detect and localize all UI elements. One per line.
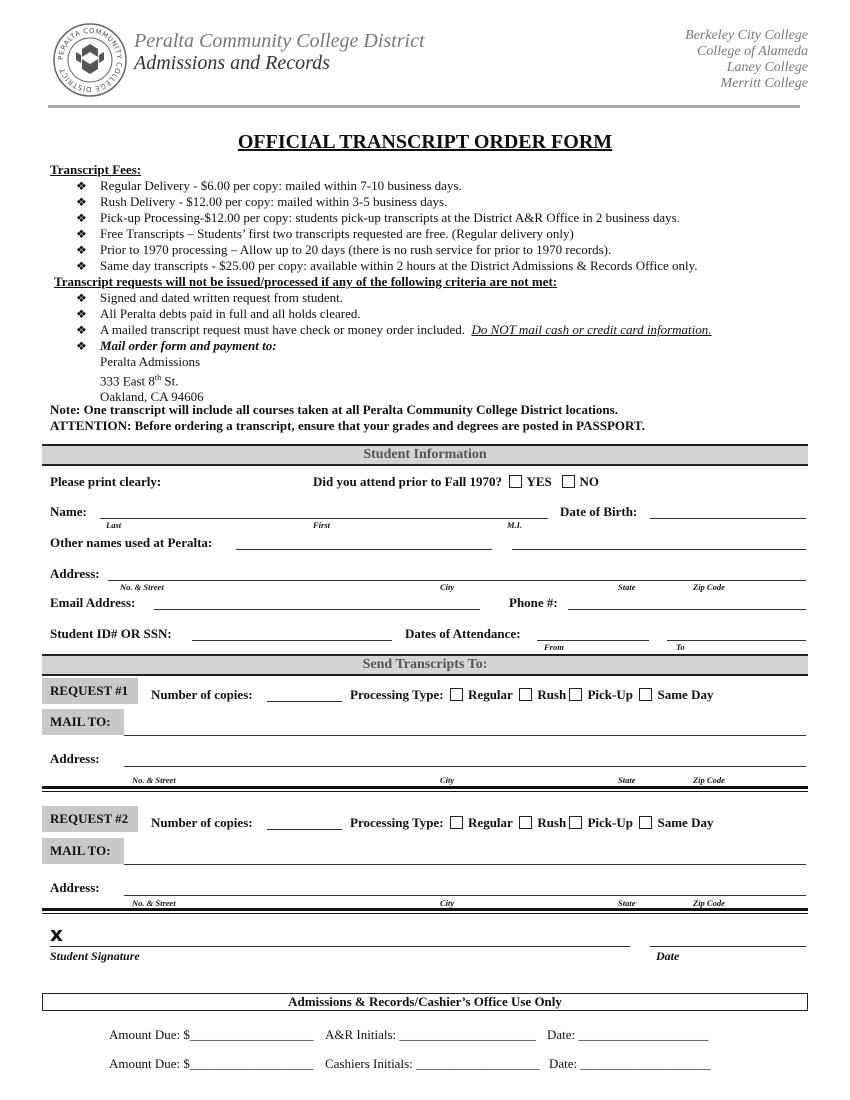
request1-rush-checkbox[interactable]	[519, 688, 532, 701]
department-name: Admissions and Records	[134, 52, 330, 74]
office-use-header: Admissions & Records/Cashier’s Office Use Only	[42, 993, 808, 1011]
fee-item: ❖ Pick-up Processing-$12.00 per copy: students pick-up transcripts at the District A&R Office in 2 business days.	[76, 210, 680, 225]
bullet-icon: ❖	[76, 211, 87, 225]
request2-state: State	[618, 898, 636, 908]
college-berkeley: Berkeley City College	[685, 28, 808, 43]
no-street-label: No. & Street	[120, 582, 164, 592]
from-label: From	[544, 642, 564, 652]
request2-divider	[42, 908, 808, 911]
other-names-field-2[interactable]	[512, 549, 806, 550]
city-label: City	[440, 582, 455, 592]
bullet-icon: ❖	[76, 243, 87, 257]
request1-copies-label: Number of copies:	[151, 687, 253, 702]
address-label: Address:	[50, 566, 100, 581]
bullet-icon: ❖	[76, 179, 87, 193]
fee-item: ❖ Free Transcripts – Students’ first two transcripts requested are free. (Regular delivery only)	[76, 226, 574, 241]
college-list	[685, 28, 808, 92]
mail-address: Oakland, CA 94606	[100, 389, 204, 405]
state-label: State	[618, 582, 636, 592]
office-amount-due-1: Amount Due: $___________________	[109, 1027, 314, 1042]
send-transcripts-band: Send Transcripts To:	[42, 654, 808, 676]
email-label: Email Address:	[50, 595, 136, 610]
other-names-label: Other names used at Peralta:	[50, 535, 213, 550]
request1-mailto-field[interactable]	[124, 735, 806, 736]
request1-zip: Zip Code	[693, 775, 725, 785]
fee-item: ❖ Same day transcripts - $25.00 per copy: available within 2 hours at the District Admissions & Records Office only.	[76, 258, 698, 273]
request2-rush-checkbox[interactable]	[519, 816, 532, 829]
signature-x: x	[50, 922, 63, 946]
signature-date-field[interactable]	[650, 946, 806, 947]
request2-sameday-checkbox[interactable]	[639, 816, 652, 829]
svg-text:PERALTA COMMUNITY COLLEGE DIST: PERALTA COMMUNITY COLLEGE DISTRICT	[56, 26, 124, 94]
header-divider	[48, 105, 800, 108]
to-label: To	[676, 642, 685, 652]
prior-1970-question: Did you attend prior to Fall 1970? YES NO	[313, 474, 600, 489]
request2-divider-thin	[42, 913, 808, 914]
request1-city: City	[440, 775, 455, 785]
request1-regular-checkbox[interactable]	[450, 688, 463, 701]
request2-copies-field[interactable]	[267, 829, 342, 830]
criteria-item: ❖ Signed and dated written request from student.	[76, 290, 343, 305]
bullet-icon: ❖	[76, 339, 87, 353]
request2-mailto-field[interactable]	[124, 864, 806, 865]
college-laney: Laney College	[726, 60, 808, 75]
student-info-band: Student Information	[42, 444, 808, 466]
request1-copies-field[interactable]	[267, 701, 342, 702]
criteria-list	[76, 290, 712, 405]
last-label: Last	[106, 520, 122, 530]
attention-text: ATTENTION: Before ordering a transcript, ensure that your grades and degrees are posted in PASSPORT.	[50, 418, 645, 433]
email-field[interactable]	[154, 609, 480, 610]
mail-address: 333 East 8th St.	[100, 373, 179, 389]
request2-copies-label: Number of copies:	[151, 815, 253, 830]
request1-divider	[42, 786, 808, 789]
office-amount-due-2: Amount Due: $___________________	[109, 1056, 314, 1071]
dob-label: Date of Birth:	[560, 504, 638, 519]
request1-pickup-checkbox[interactable]	[569, 688, 582, 701]
name-label: Name:	[50, 504, 87, 519]
office-date-1: Date: ____________________	[547, 1027, 709, 1042]
request2-address-label: Address:	[50, 880, 100, 895]
office-ar-initials: A&R Initials: _____________________	[325, 1027, 536, 1042]
signature-label: Student Signature	[50, 949, 140, 963]
signature-field[interactable]	[50, 946, 630, 947]
request2-address-field[interactable]	[124, 895, 806, 896]
other-names-field-1[interactable]	[236, 549, 492, 550]
name-field[interactable]	[100, 518, 548, 519]
bullet-icon: ❖	[76, 227, 87, 241]
criteria-item: ❖ All Peralta debts paid in full and all holds cleared.	[76, 306, 361, 321]
criteria-item: ❖ A mailed transcript request must have check or money order included. Do NOT mail cash or credit card information.	[76, 322, 712, 337]
request2-pickup-checkbox[interactable]	[569, 816, 582, 829]
fees-list	[76, 178, 698, 274]
college-merritt: Merritt College	[720, 76, 808, 91]
request1-processing: Processing Type: Regular Rush Pick-Up Same Day	[350, 687, 714, 702]
no-checkbox[interactable]	[562, 475, 575, 488]
fee-item: ❖ Rush Delivery - $12.00 per copy: mailed within 3-5 business days.	[76, 194, 448, 209]
dob-field[interactable]	[650, 518, 806, 519]
office-date-2: Date: ____________________	[549, 1056, 711, 1071]
fee-item: ❖ Prior to 1970 processing – Allow up to 20 days (there is no rush service for prior to 1970 records).	[76, 242, 612, 257]
student-id-label: Student ID# OR SSN:	[50, 626, 172, 641]
bullet-icon: ❖	[76, 195, 87, 209]
phone-field[interactable]	[568, 609, 806, 610]
mi-label: M.I.	[507, 520, 523, 530]
phone-label: Phone #:	[509, 595, 558, 610]
print-clearly-label: Please print clearly:	[50, 474, 162, 489]
office-cashier-initials: Cashiers Initials: ___________________	[325, 1056, 540, 1071]
request1-state: State	[618, 775, 636, 785]
fees-heading: Transcript Fees:	[50, 162, 142, 177]
request1-divider-thin	[42, 791, 808, 792]
bullet-icon: ❖	[76, 307, 87, 321]
request2-mailto-label: MAIL TO:	[42, 838, 124, 864]
signature-date-label: Date	[656, 949, 680, 963]
request2-zip: Zip Code	[693, 898, 725, 908]
criteria-item: ❖ Mail order form and payment to:	[76, 338, 277, 353]
request2-label: REQUEST #2	[42, 806, 138, 832]
request2-processing: Processing Type: Regular Rush Pick-Up Same Day	[350, 815, 714, 830]
criteria-heading: Transcript requests will not be issued/processed if any of the following criteria are not met:	[54, 274, 558, 289]
district-seal	[52, 22, 128, 98]
to-field[interactable]	[667, 640, 806, 641]
request2-no-street: No. & Street	[132, 898, 176, 908]
request1-sameday-checkbox[interactable]	[639, 688, 652, 701]
request1-address-field[interactable]	[124, 766, 806, 767]
mail-address: Peralta Admissions	[100, 354, 201, 369]
first-label: First	[313, 520, 331, 530]
student-id-field[interactable]	[192, 640, 392, 641]
zip-label: Zip Code	[693, 582, 725, 592]
request1-no-street: No. & Street	[132, 775, 176, 785]
bullet-icon: ❖	[76, 291, 87, 305]
request1-address-label: Address:	[50, 751, 100, 766]
request1-mailto-label: MAIL TO:	[42, 709, 124, 735]
from-field[interactable]	[537, 640, 649, 641]
note-text: Note: One transcript will include all courses taken at all Peralta Community College District locations.	[50, 402, 618, 417]
bullet-icon: ❖	[76, 323, 87, 337]
request2-regular-checkbox[interactable]	[450, 816, 463, 829]
request1-label: REQUEST #1	[42, 678, 138, 704]
request2-city: City	[440, 898, 455, 908]
fee-item: ❖ Regular Delivery - $6.00 per copy: mailed within 7-10 business days.	[76, 178, 462, 193]
bullet-icon: ❖	[76, 259, 87, 273]
yes-checkbox[interactable]	[509, 475, 522, 488]
dates-attendance-label: Dates of Attendance:	[405, 626, 521, 641]
district-name: Peralta Community College District	[134, 30, 425, 52]
address-field[interactable]	[108, 580, 806, 581]
college-alameda: College of Alameda	[697, 44, 808, 59]
form-title: OFFICIAL TRANSCRIPT ORDER FORM	[237, 131, 613, 153]
